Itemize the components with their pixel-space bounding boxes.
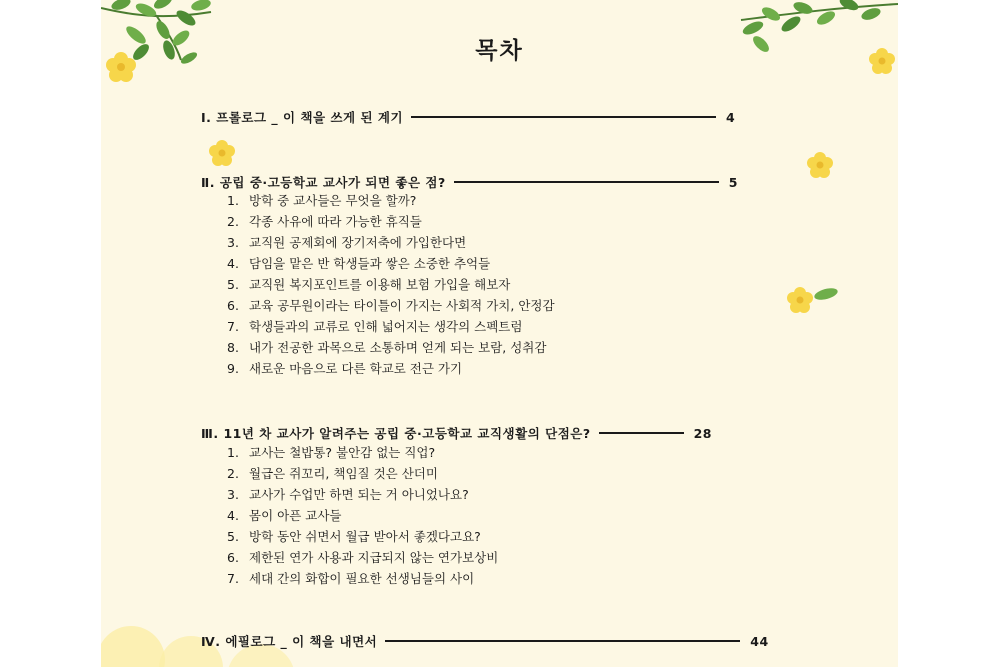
toc-item[interactable]: 2. 월급은 쥐꼬리, 책임질 것은 산더미	[227, 466, 438, 481]
toc-section-4[interactable]	[201, 632, 769, 650]
toc-item[interactable]: 5. 교직원 복지포인트를 이용해 보험 가입을 해보자	[227, 277, 511, 292]
section-title: 공립 중·고등학교 교사가 되면 좋은 점?	[219, 175, 446, 190]
toc-item[interactable]: 7. 학생들과의 교류로 인해 넓어지는 생각의 스펙트럼	[227, 319, 523, 334]
section-page: 5	[728, 174, 738, 190]
section-title: 에필로그 _ 이 책을 내면서	[225, 634, 378, 649]
page-title: 목차	[475, 38, 524, 64]
toc-section-2[interactable]	[201, 173, 738, 191]
toc-item[interactable]: 7. 세대 간의 화합이 필요한 선생님들의 사이	[227, 571, 475, 586]
section-title: 11년 차 교사가 알려주는 공립 중·고등학교 교직생활의 단점은?	[223, 426, 591, 441]
toc-item[interactable]: 6. 교육 공무원이라는 타이틀이 가지는 사회적 가치, 안정감	[227, 298, 555, 313]
flower-icon	[804, 150, 836, 180]
toc-section-3[interactable]	[201, 424, 712, 442]
toc-item[interactable]: 4. 몸이 아픈 교사들	[227, 508, 342, 523]
toc-item[interactable]: 3. 교직원 공제회에 장기저축에 가입한다면	[227, 235, 467, 250]
toc-item[interactable]: 1. 방학 중 교사들은 무엇을 할까?	[227, 193, 417, 208]
section-numeral: Ⅲ.	[201, 425, 219, 441]
toc-subitems-2	[227, 190, 555, 379]
section-page: 28	[693, 425, 713, 441]
toc-item[interactable]: 5. 방학 동안 쉬면서 월급 받아서 좋겠다고요?	[227, 529, 481, 544]
toc-item[interactable]: 4. 담임을 맡은 반 학생들과 쌓은 소중한 추억들	[227, 256, 491, 271]
section-numeral: Ⅱ.	[201, 174, 215, 190]
toc-item[interactable]: 1. 교사는 철밥통? 불안감 없는 직업?	[227, 445, 436, 460]
section-numeral: Ⅰ.	[201, 109, 212, 125]
toc-subitems-3	[227, 442, 498, 589]
toc-item[interactable]: 2. 각종 사유에 따라 가능한 휴직들	[227, 214, 422, 229]
section-page: 44	[750, 633, 769, 649]
leader-line	[454, 181, 719, 183]
leader-line	[385, 640, 740, 642]
section-title: 프롤로그 _ 이 책을 쓰게 된 계기	[216, 110, 404, 125]
section-page: 4	[726, 109, 736, 125]
flower-icon	[206, 138, 238, 168]
toc-item[interactable]: 8. 내가 전공한 과목으로 소통하며 얻게 되는 보람, 성취감	[227, 340, 547, 355]
document-page	[101, 0, 898, 667]
leader-line	[599, 432, 684, 434]
section-numeral: Ⅳ.	[201, 633, 221, 649]
toc-item[interactable]: 3. 교사가 수업만 하면 되는 거 아니었나요?	[227, 487, 469, 502]
toc-section-1[interactable]	[201, 108, 735, 126]
leader-line	[411, 116, 716, 118]
flower-leaf-icon	[784, 284, 840, 316]
toc-item[interactable]: 9. 새로운 마음으로 다른 학교로 전근 가기	[227, 361, 463, 376]
toc-item[interactable]: 6. 제한된 연가 사용과 지급되지 않는 연가보상비	[227, 550, 499, 565]
